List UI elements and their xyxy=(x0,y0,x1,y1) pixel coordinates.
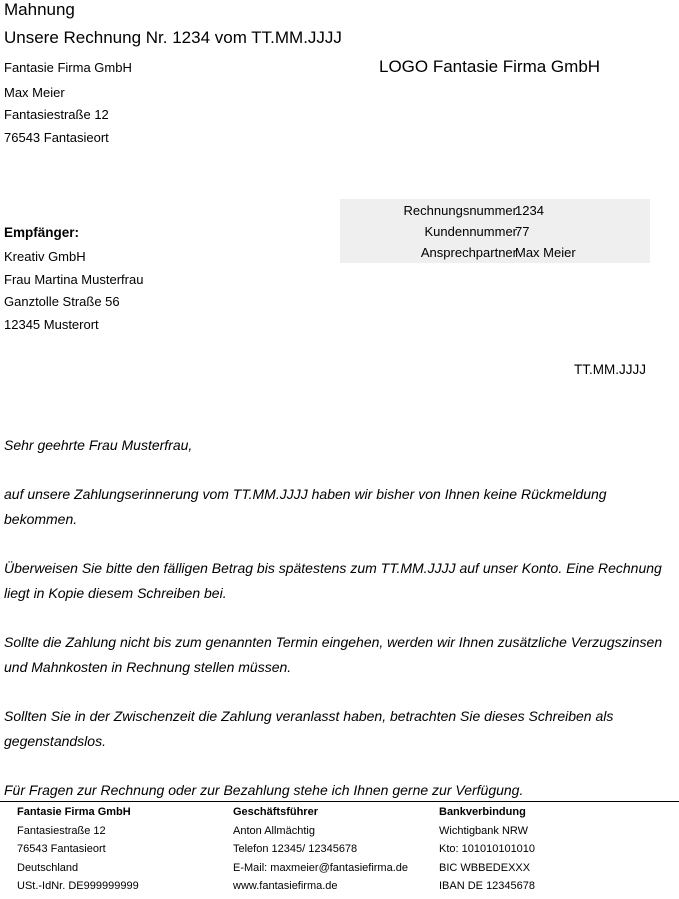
recipient-company: Kreativ GmbH xyxy=(4,249,86,264)
greeting: Sehr geehrte Frau Musterfrau, xyxy=(4,437,193,453)
footer-management-line: Telefon 12345/ 12345678 xyxy=(233,843,358,855)
contact-person-value: Max Meier xyxy=(515,245,576,260)
footer-company-line: USt.-IdNr. DE999999999 xyxy=(17,880,139,892)
footer-management-heading: Geschäftsführer xyxy=(233,806,318,818)
sender-street: Fantasiestraße 12 xyxy=(4,107,109,122)
footer-company-line: 76543 Fantasieort xyxy=(17,843,106,855)
document-type: Mahnung xyxy=(4,0,75,19)
customer-number-label: Kundennummer xyxy=(424,224,517,239)
footer-email[interactable]: E-Mail: maxmeier@fantasiefirma.de xyxy=(233,861,408,874)
footer-bank-heading: Bankverbindung xyxy=(439,806,526,818)
recipient-street: Ganztolle Straße 56 xyxy=(4,294,120,309)
footer-company-line: Deutschland xyxy=(17,861,79,874)
recipient-city: 12345 Musterort xyxy=(4,317,99,332)
letter-date: TT.MM.JJJJ xyxy=(574,362,646,377)
footer-divider xyxy=(0,801,679,802)
body-paragraph: Sollten Sie in der Zwischenzeit die Zahlung veranlasst haben, betrachten Sie dieses Schreiben als gegenstandslos. xyxy=(4,708,614,749)
body-paragraph: Überweisen Sie bitte den fälligen Betrag bis spätestens zum TT.MM.JJJJ auf unser Konto. Eine Rechnung liegt in Kopie diesem Schreiben bei. xyxy=(4,560,662,601)
recipient-label: Empfänger: xyxy=(4,225,80,240)
sender-company: Fantasie Firma GmbH xyxy=(4,60,132,75)
sender-name: Max Meier xyxy=(4,85,65,100)
sender-city: 76543 Fantasieort xyxy=(4,130,109,145)
customer-number-value: 77 xyxy=(515,224,530,239)
footer-management-line: Anton Allmächtig xyxy=(233,824,315,837)
invoice-number-value: 1234 xyxy=(515,203,544,218)
contact-person-label: Ansprechpartner xyxy=(420,245,517,260)
recipient-name: Frau Martina Musterfrau xyxy=(4,272,144,287)
company-logo-text: LOGO Fantasie Firma GmbH xyxy=(379,57,601,76)
footer-bank-line: Wichtigbank NRW xyxy=(439,824,529,837)
footer-company-line: Fantasiestraße 12 xyxy=(17,824,106,837)
subject-line: Unsere Rechnung Nr. 1234 vom TT.MM.JJJJ xyxy=(4,28,342,47)
body-paragraph: Für Fragen zur Rechnung oder zur Bezahlung stehe ich Ihnen gerne zur Verfügung. xyxy=(4,782,524,798)
invoice-number-label: Rechnungsnummer xyxy=(403,203,517,218)
footer-company-column xyxy=(17,806,139,899)
footer-bank-line: Kto: 101010101010 xyxy=(439,843,536,855)
body-paragraph: auf unsere Zahlungserinnerung vom TT.MM.JJJJ haben wir bisher von Ihnen keine Rückmeldung bekommen. xyxy=(4,486,607,527)
footer-management-column xyxy=(233,806,408,899)
footer-bank-line: BIC WBBEDEXXX xyxy=(439,861,531,874)
footer-company-heading: Fantasie Firma GmbH xyxy=(17,806,131,818)
footer-website[interactable]: www.fantasiefirma.de xyxy=(233,880,338,892)
footer-bank-column xyxy=(439,806,535,899)
footer-bank-line: IBAN DE 12345678 xyxy=(439,880,536,892)
body-paragraph: Sollte die Zahlung nicht bis zum genannten Termin eingehen, werden wir Ihnen zusätzliche Verzugszinsen und Mahnkosten in Rechnung stellen müssen. xyxy=(4,634,663,675)
